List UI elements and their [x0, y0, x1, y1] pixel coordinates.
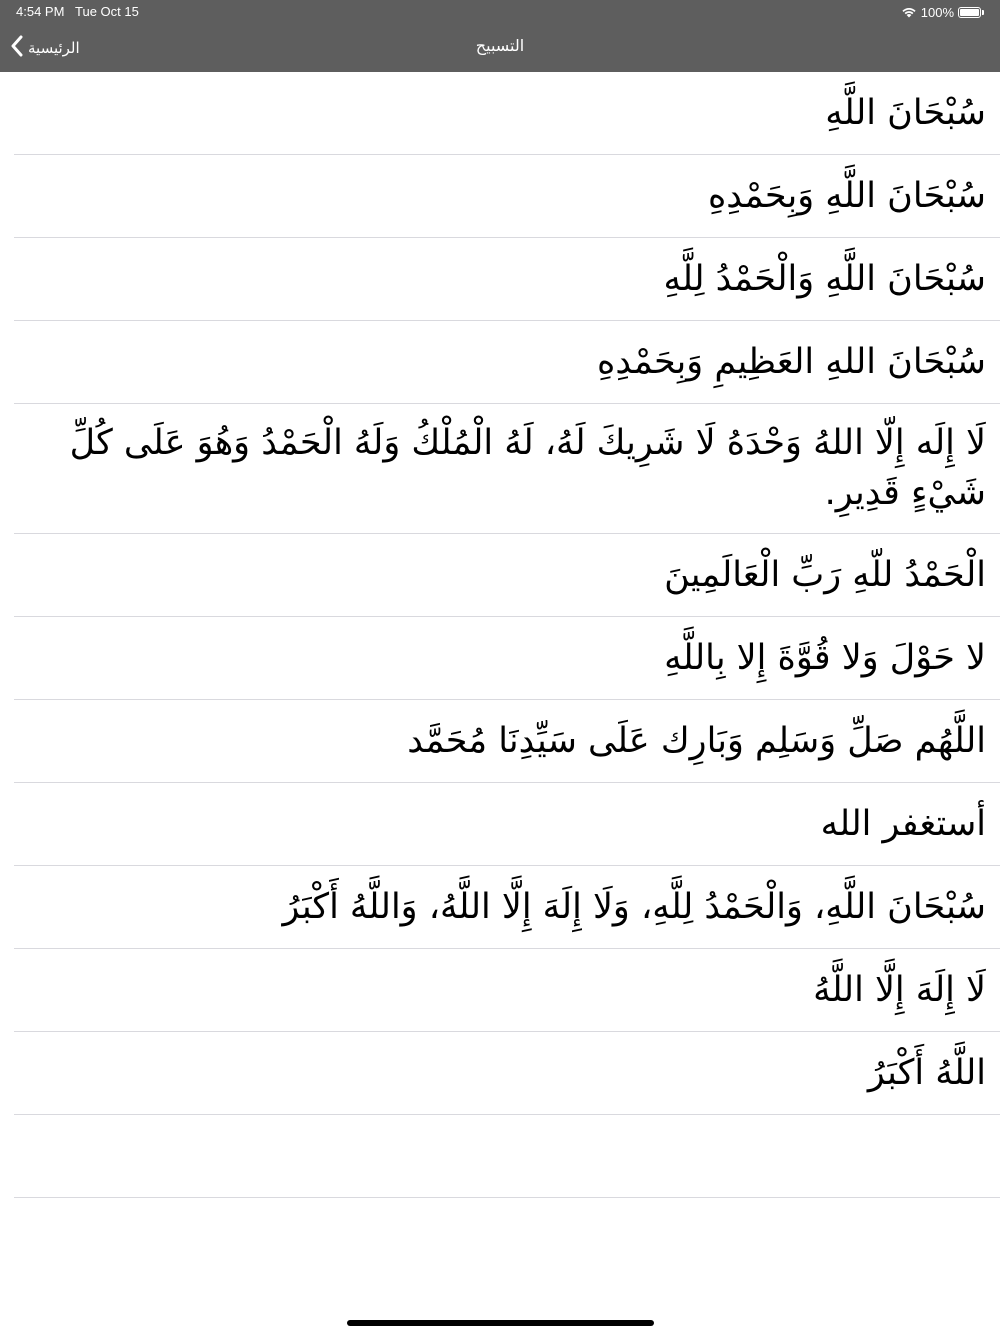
list-item[interactable] [0, 155, 1000, 238]
tasbih-list [0, 72, 1000, 1198]
list-item[interactable] [0, 700, 1000, 783]
status-indicators [901, 3, 984, 21]
list-item-text: سُبْحَانَ اللَّهِ وَبِحَمْدِهِ [707, 175, 986, 216]
list-item[interactable] [0, 534, 1000, 617]
list-item-text: لَا إِلَهَ إِلَّا اللَّهُ [813, 969, 986, 1010]
navigation-bar [0, 0, 1000, 72]
list-item[interactable] [0, 404, 1000, 534]
list-item[interactable] [0, 72, 1000, 155]
list-item[interactable] [0, 238, 1000, 321]
list-item[interactable] [0, 321, 1000, 404]
empty-list-item [0, 1115, 1000, 1198]
list-item-text: سُبْحَانَ اللَّهِ وَالْحَمْدُ لِلَّهِ [663, 258, 986, 299]
page-title: التسبيح [475, 36, 525, 55]
list-item-text: أستغفر الله [820, 803, 986, 844]
status-date: Tue Oct 15 [75, 4, 139, 19]
list-item-text [14, 1156, 986, 1158]
home-indicator[interactable] [347, 1320, 654, 1326]
battery-icon [958, 7, 981, 18]
list-item[interactable] [0, 949, 1000, 1032]
list-item[interactable] [0, 1032, 1000, 1115]
battery-percentage: 100% [920, 4, 954, 20]
list-item-text: سُبْحَانَ اللَّهِ، وَالْحَمْدُ لِلَّهِ، وَلَا إِلَهَ إِلَّا اللَّهُ، وَاللَّهُ أَكْبَرُ [282, 886, 986, 927]
wifi-icon [901, 3, 917, 22]
list-item-text: اللَّهُ أَكْبَرُ [867, 1052, 986, 1093]
list-item-text: سُبْحَانَ اللهِ العَظِيمِ وَبِحَمْدِهِ [597, 341, 986, 382]
list-item-text: سُبْحَانَ اللَّهِ [825, 92, 986, 133]
list-item[interactable] [0, 617, 1000, 700]
list-item-text: الْحَمْدُ للّهِ رَبِّ الْعَالَمِينَ [664, 554, 986, 595]
status-time: 4:54 PM [16, 4, 65, 19]
list-item[interactable] [0, 783, 1000, 866]
list-item-text: لا حَوْلَ وَلا قُوَّةَ إِلا بِاللَّهِ [664, 637, 986, 678]
list-item[interactable] [0, 866, 1000, 949]
list-item-text: اللَّهُم صَلِّ وَسَلِم وَبَارِك عَلَى سَيِّدِنَا مُحَمَّد [407, 720, 986, 761]
row-separator [14, 1197, 1000, 1198]
list-item-text: لَا إِلَه إِلّا اللهُ وَحْدَهُ لَا شَرِيكَ لَهُ، لَهُ الْمُلْكُ وَلَهُ الْحَمْدُ وَهُوَ عَلَى كُلِّ شَيْءٍ قَدِيرِ. [69, 423, 986, 513]
back-button-label: الرئيسية [28, 39, 80, 57]
battery-tip [982, 10, 984, 15]
